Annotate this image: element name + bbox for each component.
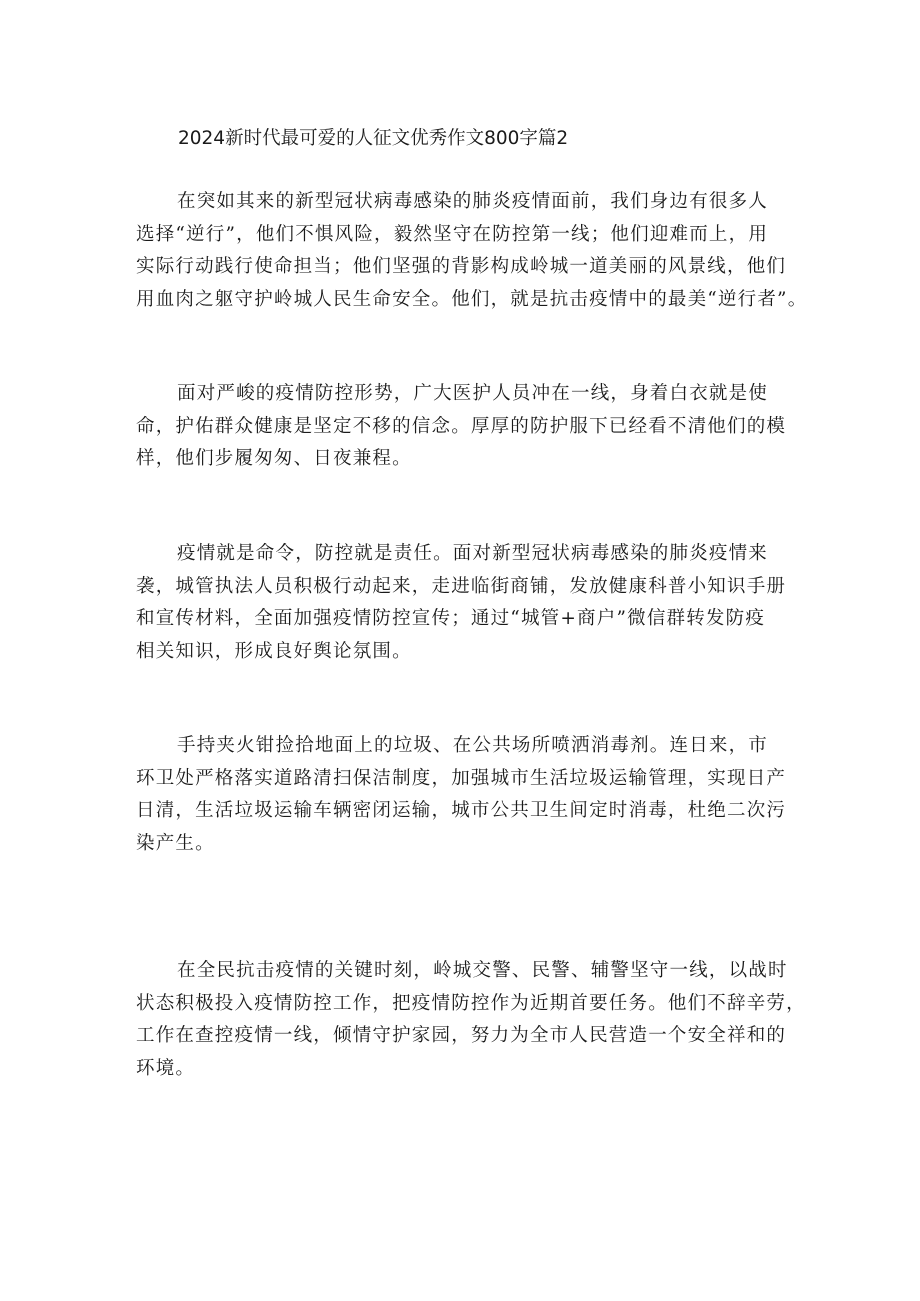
- paragraph-line: 相关知识，形成良好舆论氛围。: [136, 640, 412, 662]
- paragraph-line: 命，护佑群众健康是坚定不移的信念。厚厚的防护服下已经看不清他们的模: [136, 415, 787, 437]
- paragraph-line: 环卫处严格落实道路清扫保洁制度，加强城市生活垃圾运输管理，实现日产: [136, 767, 787, 789]
- paragraph-line: 用血肉之躯守护岭城人民生命安全。他们，就是抗击疫情中的最美“逆行者”。: [136, 288, 808, 310]
- paragraph-line: 染产生。: [136, 832, 215, 854]
- paragraph-line: 选择“逆行”，他们不惧风险，毅然坚守在防控第一线；他们迎难而上，用: [136, 223, 769, 245]
- paragraph-line: 在全民抗击疫情的关键时刻，岭城交警、民警、辅警坚守一线，以战时: [177, 960, 788, 981]
- paragraph-line: 环境。: [136, 1057, 196, 1079]
- paragraph-line: 日清，生活垃圾运输车辆密闭运输，城市公共卫生间定时消毒，杜绝二次污: [136, 800, 787, 821]
- paragraph-line: 面对严峻的疫情防控形势，广大医护人员冲在一线，身着白衣就是使: [177, 383, 769, 404]
- paragraph-line: 在突如其来的新型冠状病毒感染的肺炎疫情面前，我们身边有很多人: [177, 191, 769, 212]
- paragraph-line: 袭，城管执法人员积极行动起来，走进临街商铺，发放健康科普小知识手册: [136, 575, 787, 597]
- paragraph-urban-management: [136, 538, 796, 668]
- paragraph-line: 手持夹火钳捡拾地面上的垃圾、在公共场所喷洒消毒剂。连日来，市: [177, 735, 769, 756]
- paragraph-line: 样，他们步履匆匆、日夜兼程。: [136, 448, 412, 469]
- paragraph-police: [136, 955, 806, 1085]
- document-title: 2024新时代最可爱的人征文优秀作文800字篇2: [178, 128, 569, 149]
- paragraph-line: 疫情就是命令，防控就是责任。面对新型冠状病毒感染的肺炎疫情来: [177, 543, 769, 564]
- paragraph-line: 工作在查控疫情一线，倾情守护家园，努力为全市人民营造一个安全祥和的: [136, 1025, 787, 1046]
- paragraph-medical-staff: [136, 378, 796, 476]
- paragraph-sanitation: [136, 730, 796, 860]
- paragraph-line: 和宣传材料，全面加强疫情防控宣传；通过“城管+商户”微信群转发防疫: [136, 608, 766, 629]
- paragraph-line: 状态积极投入疫情防控工作，把疫情防控作为近期首要任务。他们不辞辛劳，: [136, 992, 806, 1014]
- paragraph-line: 实际行动践行使命担当；他们坚强的背影构成岭城一道美丽的风景线，他们: [136, 256, 787, 277]
- paragraph-epidemic-retrograders: [136, 186, 808, 316]
